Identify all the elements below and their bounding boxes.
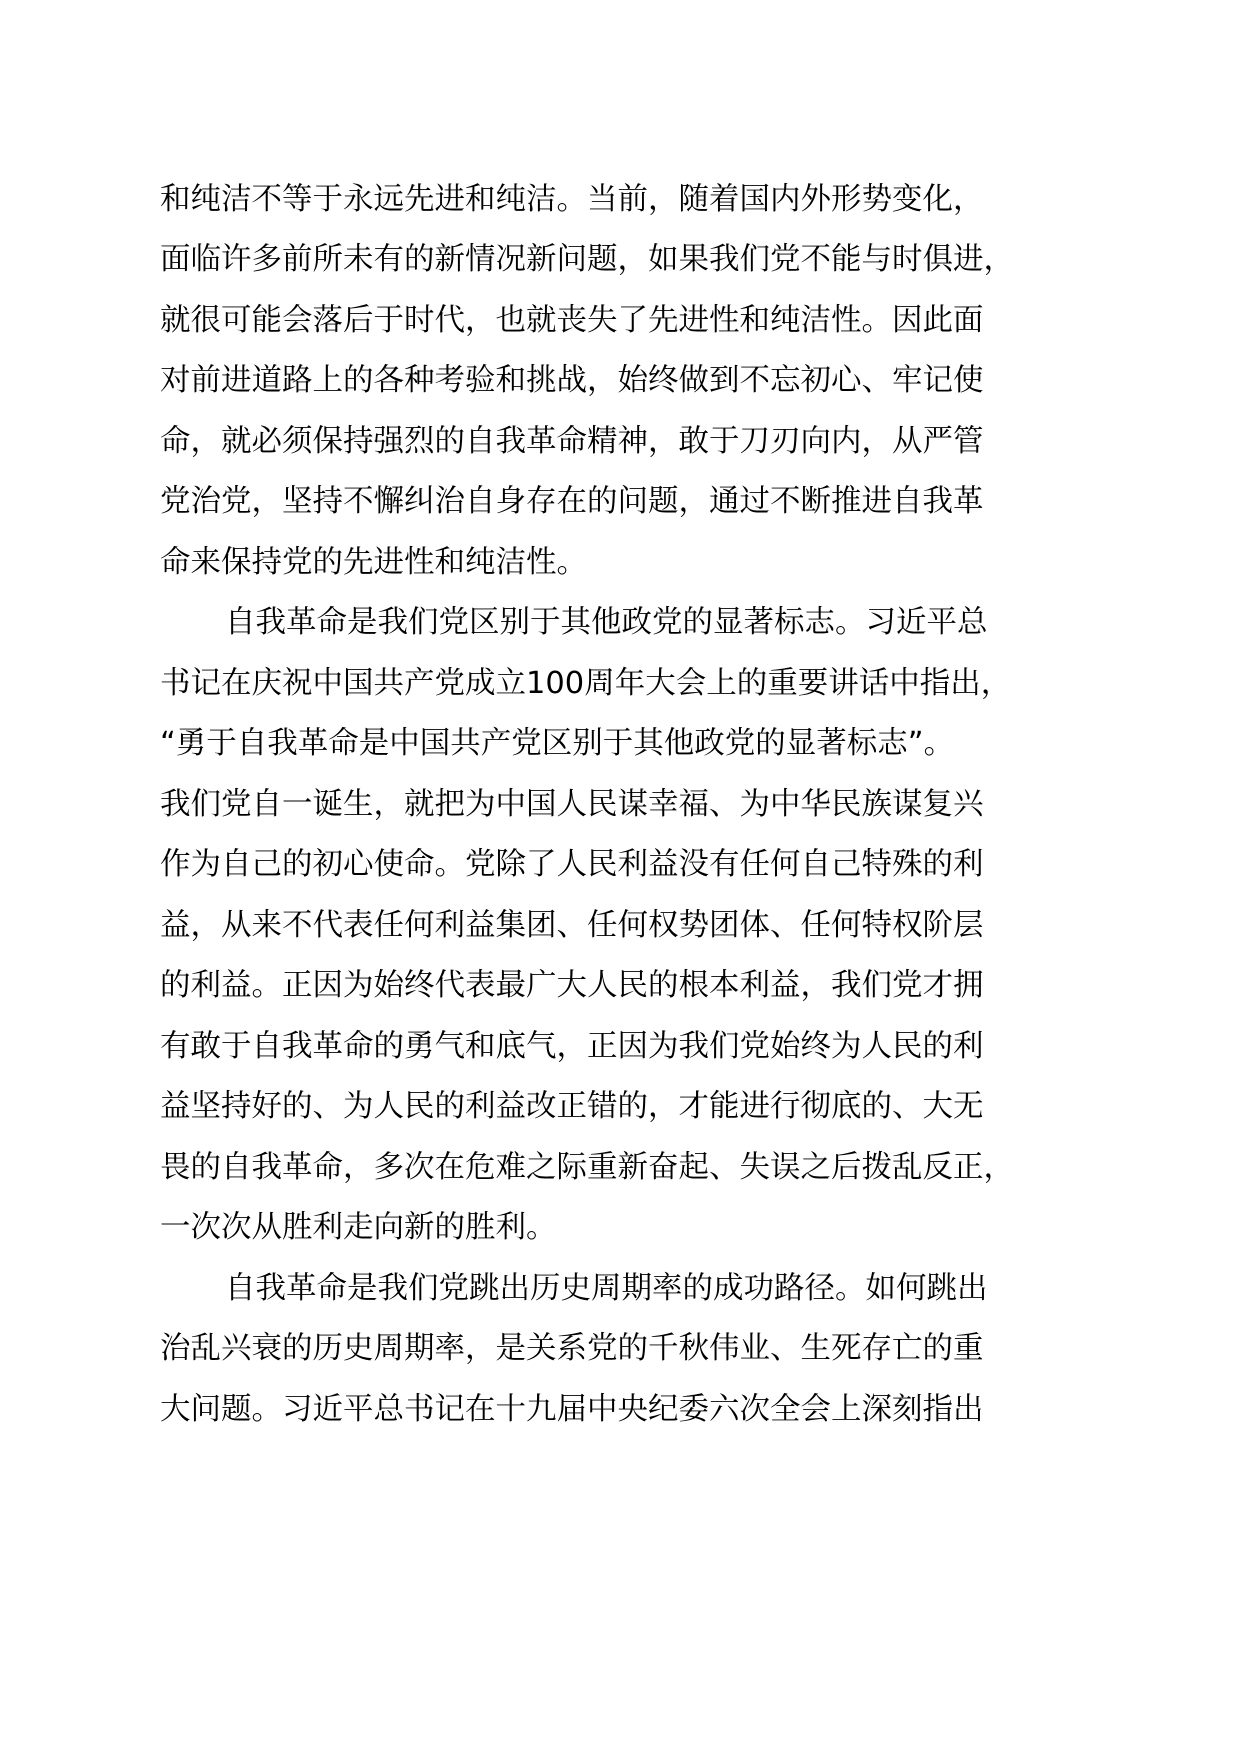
text-line: “勇于自我革命是中国共产党区别于其他政党的显著标志”。: [160, 726, 955, 761]
text-line: 大问题。习近平总书记在十九届中央纪委六次全会上深刻指出: [160, 1392, 984, 1427]
text-line: 作为自己的初心使命。党除了人民利益没有任何自己特殊的利: [160, 847, 984, 882]
text-line: 命来保持党的先进性和纯洁性。: [160, 545, 587, 580]
text-line: 书记在庆祝中国共产党成立100周年大会上的重要讲话中指出，: [160, 666, 1012, 701]
text-line: 和纯洁不等于永远先进和纯洁。当前，随着国内外形势变化，: [160, 182, 984, 217]
text-line: 面临许多前所未有的新情况新问题，如果我们党不能与时俱进，: [160, 242, 1014, 277]
text-line: 党治党，坚持不懈纠治自身存在的问题，通过不断推进自我革: [160, 484, 984, 519]
text-line: 对前进道路上的各种考验和挑战，始终做到不忘初心、牢记使: [160, 363, 984, 398]
text-line: 的利益。正因为始终代表最广大人民的根本利益，我们党才拥: [160, 968, 984, 1003]
text-line: 有敢于自我革命的勇气和底气，正因为我们党始终为人民的利: [160, 1029, 984, 1064]
text-line: 就很可能会落后于时代，也就丧失了先进性和纯洁性。因此面: [160, 303, 984, 338]
text-line: 命，就必须保持强烈的自我革命精神，敢于刀刃向内，从严管: [160, 424, 984, 459]
text-line: 益，从来不代表任何利益集团、任何权势团体、任何特权阶层: [160, 908, 984, 943]
paragraph-first-line: 自我革命是我们党区别于其他政党的显著标志。习近平总: [225, 605, 988, 640]
paragraph-first-line: 自我革命是我们党跳出历史周期率的成功路径。如何跳出: [225, 1271, 988, 1306]
text-line: 治乱兴衰的历史周期率，是关系党的千秋伟业、生死存亡的重: [160, 1331, 984, 1366]
text-line: 我们党自一诞生，就把为中国人民谋幸福、为中华民族谋复兴: [160, 787, 984, 822]
text-line: 益坚持好的、为人民的利益改正错的，才能进行彻底的、大无: [160, 1089, 984, 1124]
text-line: 一次次从胜利走向新的胜利。: [160, 1210, 557, 1245]
text-line: 畏的自我革命，多次在危难之际重新奋起、失误之后拨乱反正，: [160, 1150, 1014, 1185]
